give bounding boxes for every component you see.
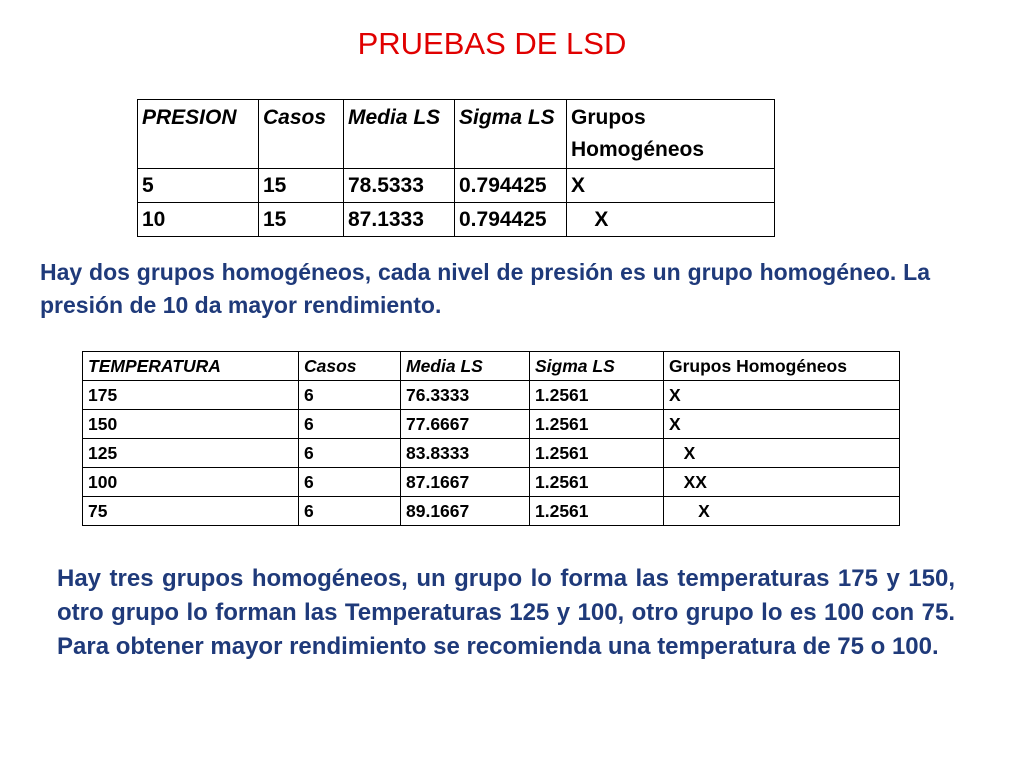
cell-grupos: X <box>567 203 775 237</box>
header-sigma-ls: Sigma LS <box>455 100 567 169</box>
cell-temperatura: 175 <box>83 381 299 410</box>
cell-casos: 6 <box>299 410 401 439</box>
cell-casos: 6 <box>299 381 401 410</box>
header-media-ls: Media LS <box>401 352 530 381</box>
cell-grupos: X <box>567 169 775 203</box>
cell-sigma-ls: 1.2561 <box>530 381 664 410</box>
header-grupos-homogeneos: Grupos Homogéneos <box>664 352 900 381</box>
table-row <box>83 439 900 468</box>
cell-grupos: XX <box>664 468 900 497</box>
table-row <box>83 497 900 526</box>
cell-media-ls: 87.1667 <box>401 468 530 497</box>
temperature-conclusion-text: Hay tres grupos homogéneos, un grupo lo forma las temperaturas 175 y 150, otro grupo lo forman las Temperaturas 125 y 100, otro grupo lo es 100 con 75. Para obtener mayor rendimiento se recomienda una temperatura de 75 o 100. <box>57 565 955 660</box>
cell-temperatura: 150 <box>83 410 299 439</box>
cell-media-ls: 87.1333 <box>344 203 455 237</box>
cell-sigma-ls: 1.2561 <box>530 468 664 497</box>
table-row <box>138 203 775 237</box>
cell-media-ls: 78.5333 <box>344 169 455 203</box>
table-header-row <box>83 352 900 381</box>
header-sigma-ls: Sigma LS <box>530 352 664 381</box>
cell-sigma-ls: 1.2561 <box>530 497 664 526</box>
cell-temperatura: 125 <box>83 439 299 468</box>
page-title <box>0 26 1024 62</box>
cell-casos: 6 <box>299 439 401 468</box>
table-row <box>83 468 900 497</box>
cell-grupos: X <box>664 439 900 468</box>
table-row <box>83 410 900 439</box>
cell-temperatura: 100 <box>83 468 299 497</box>
cell-sigma-ls: 1.2561 <box>530 410 664 439</box>
title-text: PRUEBAS DE LSD <box>357 26 627 61</box>
cell-media-ls: 83.8333 <box>401 439 530 468</box>
cell-media-ls: 89.1667 <box>401 497 530 526</box>
cell-grupos: X <box>664 497 900 526</box>
cell-casos: 15 <box>259 203 344 237</box>
cell-sigma-ls: 0.794425 <box>455 203 567 237</box>
header-media-ls: Media LS <box>344 100 455 169</box>
cell-casos: 15 <box>259 169 344 203</box>
temperature-lsd-table <box>82 351 900 526</box>
pressure-conclusion-text: Hay dos grupos homogéneos, cada nivel de presión es un grupo homogéneo. La presión de 10 da mayor rendimiento. <box>40 259 930 318</box>
cell-presion: 10 <box>138 203 259 237</box>
header-grupos-homogeneos: Grupos Homogéneos <box>567 100 775 169</box>
header-casos: Casos <box>299 352 401 381</box>
table-header-row <box>138 100 775 169</box>
header-temperatura: TEMPERATURA <box>83 352 299 381</box>
cell-sigma-ls: 1.2561 <box>530 439 664 468</box>
cell-casos: 6 <box>299 497 401 526</box>
cell-sigma-ls: 0.794425 <box>455 169 567 203</box>
table-row <box>83 381 900 410</box>
cell-casos: 6 <box>299 468 401 497</box>
cell-presion: 5 <box>138 169 259 203</box>
cell-temperatura: 75 <box>83 497 299 526</box>
pressure-lsd-table <box>137 99 775 237</box>
cell-media-ls: 77.6667 <box>401 410 530 439</box>
header-casos: Casos <box>259 100 344 169</box>
cell-grupos: X <box>664 381 900 410</box>
header-presion: PRESION <box>138 100 259 169</box>
table-row <box>138 169 775 203</box>
cell-media-ls: 76.3333 <box>401 381 530 410</box>
cell-grupos: X <box>664 410 900 439</box>
